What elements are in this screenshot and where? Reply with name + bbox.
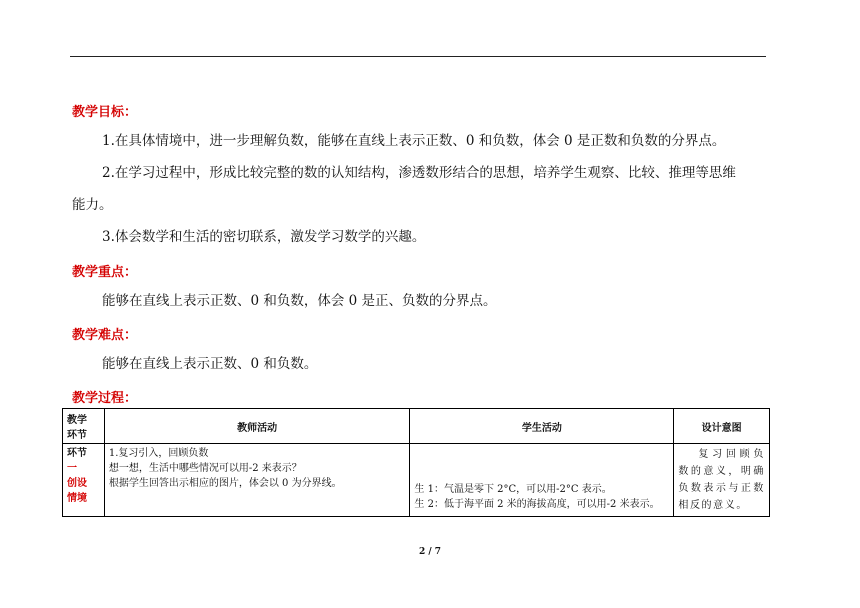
header-rule: [70, 56, 766, 57]
difficulties-text: 能够在直线上表示正数、0 和负数。: [102, 356, 318, 372]
table-row: [63, 444, 770, 517]
key-points-text: 能够在直线上表示正数、0 和负数，体会 0 是正、负数的分界点。: [102, 293, 497, 309]
header-teacher: 教师活动: [104, 409, 410, 444]
table-header-row: [63, 409, 770, 444]
process-heading: 教学过程：: [72, 391, 138, 406]
process-table: [62, 408, 770, 517]
objective-3: 3.体会数学和生活的密切联系，激发学习数学的兴趣。: [102, 229, 426, 245]
teacher-activity-cell: 1.复习引入，回顾负数 想一想，生活中哪些情况可以用-2 来表示？ 根据学生回答出示相应的图片，体会以 0 为分界线。: [104, 444, 410, 517]
page-number: 2 / 7: [418, 547, 442, 557]
student-activity-cell: 生 1：气温是零下 2°C，可以用-2°C 表示。 生 2：低于海平面 2 米的海拔高度，可以用-2 米表示。: [410, 444, 674, 517]
header-stage: 教学 环节: [63, 409, 105, 444]
header-student: 学生活动: [410, 409, 674, 444]
objectives-heading: 教学目标：: [72, 105, 138, 120]
header-design: 设计意图: [674, 409, 770, 444]
design-intent-cell: 复习回顾负数的意义，明确负数表示与正数相反的意义。: [674, 444, 770, 517]
objective-2-line2: 能力。: [72, 197, 113, 213]
difficulties-heading: 教学难点：: [72, 328, 138, 343]
stage-cell: 环节 一 创设 情境: [63, 444, 105, 517]
key-points-heading: 教学重点：: [72, 265, 138, 280]
objective-2-line1: 2.在学习过程中，形成比较完整的数的认知结构，渗透数形结合的思想，培养学生观察、比较、推理等思维: [102, 165, 736, 181]
objective-1: 1.在具体情境中，进一步理解负数，能够在直线上表示正数、0 和负数，体会 0 是正数和负数的分界点。: [102, 133, 726, 149]
